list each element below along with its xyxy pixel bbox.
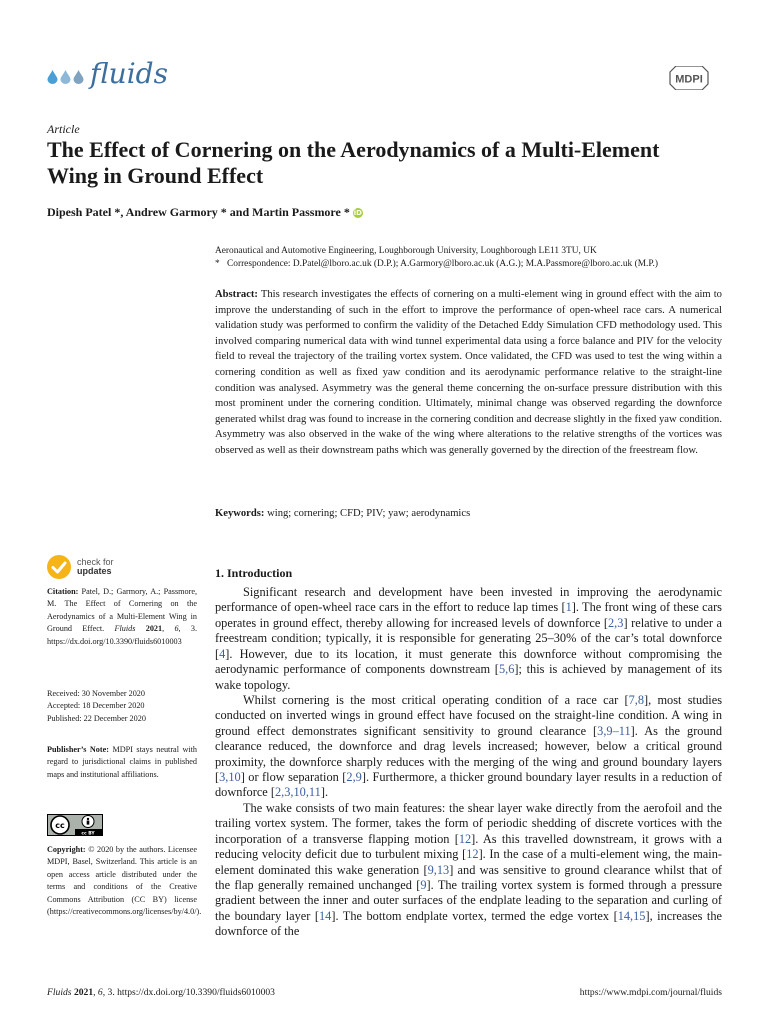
reference-link[interactable]: 2,3 xyxy=(608,615,624,630)
reference-link[interactable]: 5,6 xyxy=(498,662,515,677)
abstract-text: This research investigates the effects of cornering on a multi-element wing in ground effect with the aim to improve the understanding of such in the effort to improve the performance of open-wheel race cars. A numerical validation study was performed to confirm the validity of the Detached Eddy Simulation CFD methodology used. This involved comparing numerical data with wind tunnel experimental data using a force balance and PIV for the velocity field to reveal the trajectory of the trailing vortex system. Once validated, the CFD was used to test the wing within a cornering condition as well as fixed yaw condition and its aerodynamic performance relative to the straight-line condition was analysed. Asymmetry was the general theme concerning the on-surface pressure distribution with this most prominent under the cornering condition. Ultimately, minimal change was observed regarding the downforce generated whilst drag was found to increase in the cornering condition and decrease slightly in the fixed yaw condition. Asymmetry was also observed in the wake of the wing where alterations to the relative strengths of the vortices was observed as well as their downstream paths which was generally governed by the direction of the freestream flow. xyxy=(215,289,722,456)
publisher-note-text: MDPI stays neutral with regard to jurisdictional claims in published maps and institutional affiliations. xyxy=(47,745,197,779)
reference-link[interactable]: 14,15 xyxy=(617,908,646,923)
text-run: ]; this is achieved by management of its wake topology. xyxy=(215,662,723,692)
text-run: Whilst cornering is the most critical operating condition of a race car [ xyxy=(243,692,629,707)
reference-link[interactable]: 7,8 xyxy=(628,692,644,707)
citation-doi[interactable]: , 3. https://dx.doi.org/10.3390/fluids6010003 xyxy=(47,624,198,646)
text-run: ]. However, due to its location, it must generate this downforce without compromising the aerodynamic performance of components downstream [ xyxy=(215,646,722,677)
footer-year: 2021 xyxy=(73,987,94,998)
authors-text: Dipesh Patel *, Andrew Garmory * and Martin Passmore * xyxy=(47,205,350,219)
text-run: ]. As this travelled downstream, it grows with a reducing velocity deficit due to turbulent mixing [ xyxy=(215,831,722,862)
correspondence-text: Correspondence: D.Patel@lboro.ac.uk (D.P.); A.Garmory@lboro.ac.uk (A.G.); M.A.Passmore@lboro.ac.uk (M.P.) xyxy=(227,259,659,269)
publisher-note xyxy=(47,744,197,781)
copyright-label: Copyright: xyxy=(47,845,86,854)
reference-link[interactable]: 1 xyxy=(565,600,572,615)
paragraph xyxy=(215,585,722,693)
footer-doi[interactable]: , 3. https://dx.doi.org/10.3390/fluids6010003 xyxy=(102,987,275,998)
paragraph xyxy=(215,693,722,801)
text-run: ], increases the downforce of the xyxy=(215,908,722,939)
reference-link[interactable]: 9 xyxy=(420,878,427,893)
keywords-label: Keywords: xyxy=(215,508,265,519)
footer-url[interactable]: https://www.mdpi.com/journal/fluids xyxy=(579,987,722,998)
citation-label: Citation: xyxy=(47,587,79,596)
publisher-note-label: Publisher’s Note: xyxy=(47,745,109,754)
text-run: ]. xyxy=(320,785,329,800)
text-run: The wake consists of two main features: the shear layer wake directly from the aerofoil and the trailing vortex system. The former, takes the form of periodic shedding of discrete vortices with the incorporation of a transverse flapping motion [ xyxy=(215,800,722,846)
abstract xyxy=(215,287,722,459)
accepted-date: Accepted: 18 December 2020 xyxy=(47,701,145,711)
correspondence xyxy=(215,258,735,271)
citation-text: Patel, D.; Garmory, A.; Passmore, M. The Effect of Cornering on the Aerodynamics of a Multi-Element Wing in Ground Effect. xyxy=(47,587,198,634)
citation-volume: 6 xyxy=(174,624,179,634)
paper-title: The Effect of Cornering on the Aerodynamics of a Multi-Element Wing in Ground Effect xyxy=(47,137,660,188)
text-run: ] or flow separation [ xyxy=(240,770,347,785)
orcid-icon[interactable]: iD xyxy=(353,208,362,217)
license-badge-text: cc BY xyxy=(81,831,95,836)
body-text xyxy=(215,585,722,940)
footer-journal: Fluids xyxy=(47,987,72,998)
dates xyxy=(47,688,197,725)
reference-link[interactable]: 2,9 xyxy=(346,770,362,785)
mdpi-logo xyxy=(668,66,710,90)
svg-text:cc: cc xyxy=(55,821,65,830)
check-line2: updates xyxy=(77,566,112,576)
citation: Citation: Patel, D.; Garmory, A.; Passmore, M. The Effect of Cornering on the Aerodynamics of a Multi-Element Wing in Ground Effect. Fluids 2021, 6, 3. https://dx.doi.org/10.3390/fluids6010003 xyxy=(47,587,198,646)
text-run: ]. As the ground clearance reduced, the downforce and drag levels increased; however, below a critical ground proximity, the downforce sharply reduces with the merging of the wing and ground boundary layers [ xyxy=(215,723,722,785)
reference-link[interactable]: 12 xyxy=(458,831,472,846)
citation-year: 2021 xyxy=(145,624,163,634)
text-run: ] and was sensitive to ground clearance whilst that of the flap generally remained unchanged [ xyxy=(215,862,723,893)
text-run: ] relative to under a freestream condition; typically, it is responsible for generating 25–30% of the car’s total downforce [ xyxy=(215,615,722,661)
check-icon xyxy=(47,555,71,579)
reference-link[interactable]: 3,9–11 xyxy=(597,723,631,738)
paragraph xyxy=(215,801,722,940)
abstract-label: Abstract: xyxy=(215,289,258,300)
text-run: ], most studies conducted on inverted wings in ground effect have focused on the straight-line condition. A wing in ground effect demonstrates significant sensitivity to ground clearance [ xyxy=(215,692,722,738)
reference-link[interactable]: 3,10 xyxy=(219,770,241,785)
journal-logo xyxy=(47,57,168,90)
text-run: ]. The bottom endplate vortex, termed the edge vortex [ xyxy=(331,908,618,923)
text-run: ]. The front wing of these cars operates in ground effect, thereby allowing for increased levels of downforce [ xyxy=(215,600,722,630)
reference-link[interactable]: 9,13 xyxy=(427,862,450,877)
text-run: ]. Furthermore, a thicker ground boundary layer results in a reduction of downforce [ xyxy=(215,770,722,800)
copyright-text: © 2020 by the authors. Licensee MDPI, Basel, Switzerland. This article is an open access article distributed under the terms and conditions of the Creative Commons Attribution (CC BY) license (https://creativecommons.org/licenses/by/4.0/). xyxy=(47,845,202,917)
reference-link[interactable]: 14 xyxy=(318,908,332,923)
reference-link[interactable]: 12 xyxy=(466,847,479,862)
text-run: Significant research and development have been invested in improving the aerodynamic performance of open-wheel race cars in the effort to reduce lap times [ xyxy=(215,585,722,615)
publisher-name: MDPI xyxy=(675,73,703,86)
journal-name: fluids xyxy=(90,57,168,90)
cc-by-license-icon[interactable] xyxy=(47,814,103,836)
footer-volume: 6 xyxy=(97,987,103,998)
check-for-updates-badge[interactable] xyxy=(47,555,114,579)
received-date: Received: 30 November 2020 xyxy=(47,689,145,698)
footer-citation: Fluids 2021, 6, 3. https://dx.doi.org/10.3390/fluids6010003 xyxy=(47,987,275,998)
published-date: Published: 22 December 2020 xyxy=(47,713,146,723)
citation-journal: Fluids xyxy=(114,624,136,634)
article-type: Article xyxy=(47,122,80,136)
author-list xyxy=(47,205,363,220)
keywords-text: wing; cornering; CFD; PIV; yaw; aerodynamics xyxy=(267,508,471,519)
section-heading: 1. Introduction xyxy=(215,566,293,580)
affiliation: Aeronautical and Automotive Engineering, Loughborough University, Loughborough LE11 3TU, UK xyxy=(215,246,597,256)
text-run: ]. The trailing vortex system is formed through a pressure gradient between the inner and outer surfaces of the endplate leading to the separation and curling of the boundary layer [ xyxy=(215,878,722,923)
correspondence-marker: * xyxy=(215,259,220,269)
text-run: ]. In the case of a multi-element wing, the main-element dominated this wake generation [ xyxy=(215,847,722,877)
page-footer xyxy=(47,987,722,998)
keywords xyxy=(215,508,722,519)
reference-link[interactable]: 4 xyxy=(219,646,226,661)
check-line1: check for xyxy=(77,557,114,567)
copyright xyxy=(47,844,202,918)
reference-link[interactable]: 2,3,10,11 xyxy=(274,785,321,800)
drops-icon xyxy=(47,70,84,84)
